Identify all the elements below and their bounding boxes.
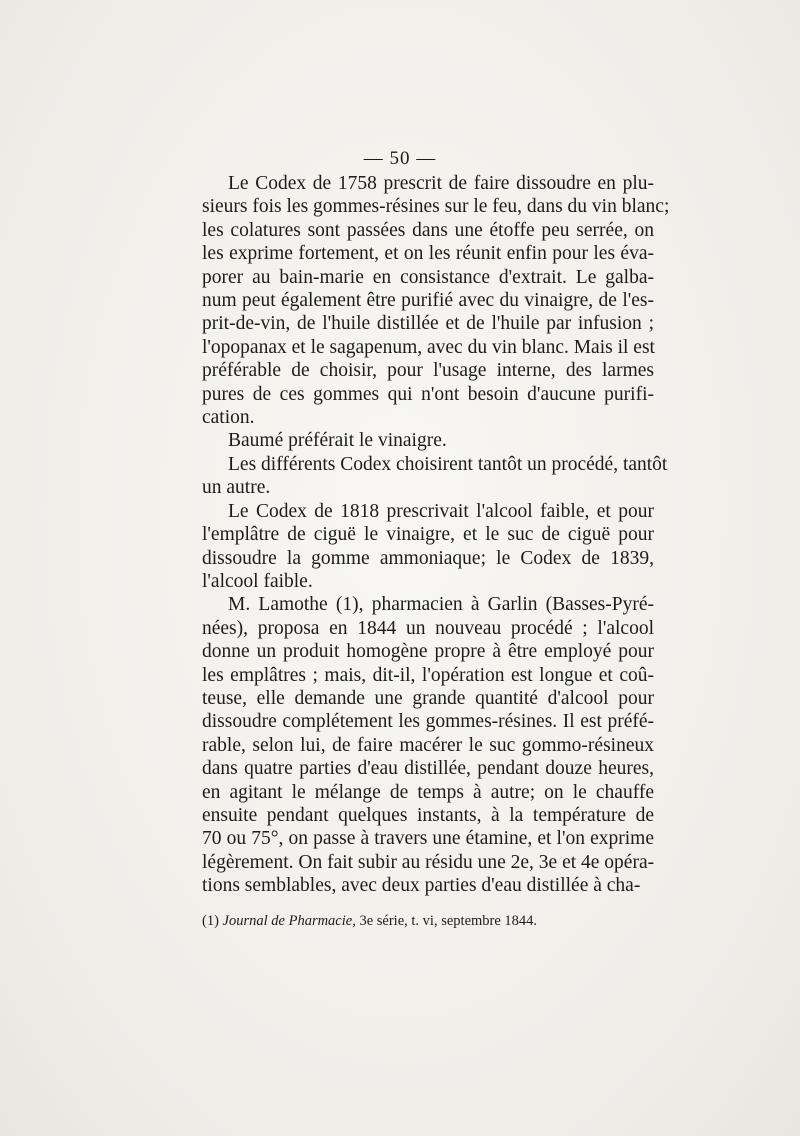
text-line: dans quatre parties d'eau distillée, pendant douze heures, (202, 758, 654, 780)
text-line: légèrement. On fait subir au résidu une 2e, 3e et 4e opéra- (202, 851, 655, 873)
paragraph (202, 453, 668, 500)
text-line: rable, selon lui, de faire macérer le suc gommo-résineux (202, 734, 654, 756)
footnote-citation: 3e série, t. vi, septembre 1844. (359, 913, 538, 929)
paragraph (202, 593, 654, 897)
text-line: Baumé préférait le vinaigre. (228, 430, 447, 452)
footnote (202, 912, 654, 930)
text-line: les colatures sont passées dans une étoffe peu serrée, on (202, 219, 654, 241)
footnote-journal: Journal de Pharmacie, (222, 913, 356, 929)
text-line: num peut également être purifié avec du vinaigre, de l'es- (202, 290, 654, 312)
text-line: préférable de choisir, pour l'usage interne, des larmes (202, 360, 654, 382)
paragraph (202, 429, 654, 452)
text-line: 70 ou 75°, on passe à travers une étamine, et l'on exprime (202, 828, 654, 850)
text-line: les exprime fortement, et on les réunit enfin pour les éva- (202, 243, 654, 265)
text-line: Le Codex de 1758 prescrit de faire dissoudre en plu- (228, 173, 654, 194)
paragraph (202, 500, 654, 594)
text-line: nées), proposa en 1844 un nouveau procédé ; l'alcool (202, 617, 654, 639)
text-line: dissoudre complétement les gommes-résines. Il est préfé- (202, 711, 654, 733)
text-line: l'opopanax et le sagapenum, avec du vin blanc. Mais il est (202, 336, 655, 358)
text-line: pures de ces gommes qui n'ont besoin d'aucune purifi- (202, 383, 654, 405)
text-line: en agitant le mélange de temps à autre; on le chauffe (202, 781, 654, 803)
text-line: donne un produit homogène propre à être employé pour (202, 641, 654, 663)
text-line: dissoudre la gomme ammoniaque; le Codex de 1839, (202, 547, 654, 569)
text-line: M. Lamothe (1), pharmacien à Garlin (Basses-Pyré- (228, 594, 654, 616)
paragraph (202, 172, 670, 429)
text-line: prit-de-vin, de l'huile distillée et de l'huile par infusion ; (202, 313, 654, 335)
text-line: l'alcool faible. (202, 570, 313, 592)
text-line: les emplâtres ; mais, dit-il, l'opération est longue et coû- (202, 664, 654, 686)
text-line: cation. (202, 407, 255, 429)
body-text (202, 172, 670, 898)
page-number: — 50 — (363, 148, 437, 169)
text-line: tions semblables, avec deux parties d'eau distillée à cha- (202, 875, 641, 897)
text-line: l'emplâtre de ciguë le vinaigre, et le suc de ciguë pour (202, 524, 654, 546)
text-line: teuse, elle demande une grande quantité d'alcool pour (202, 687, 654, 709)
text-line: porer au bain-marie en consistance d'extrait. Le galba- (202, 266, 654, 288)
text-line: Le Codex de 1818 prescrivait l'alcool faible, et pour (228, 500, 654, 522)
footnote-marker: (1) (202, 913, 219, 929)
text-line: Les différents Codex choisirent tantôt un procédé, tantôt (228, 453, 668, 475)
text-line: un autre. (202, 477, 271, 499)
text-line: sieurs fois les gommes-résines sur le feu, dans du vin blanc; (202, 196, 670, 218)
text-line: ensuite pendant quelques instants, à la température de (202, 804, 654, 826)
